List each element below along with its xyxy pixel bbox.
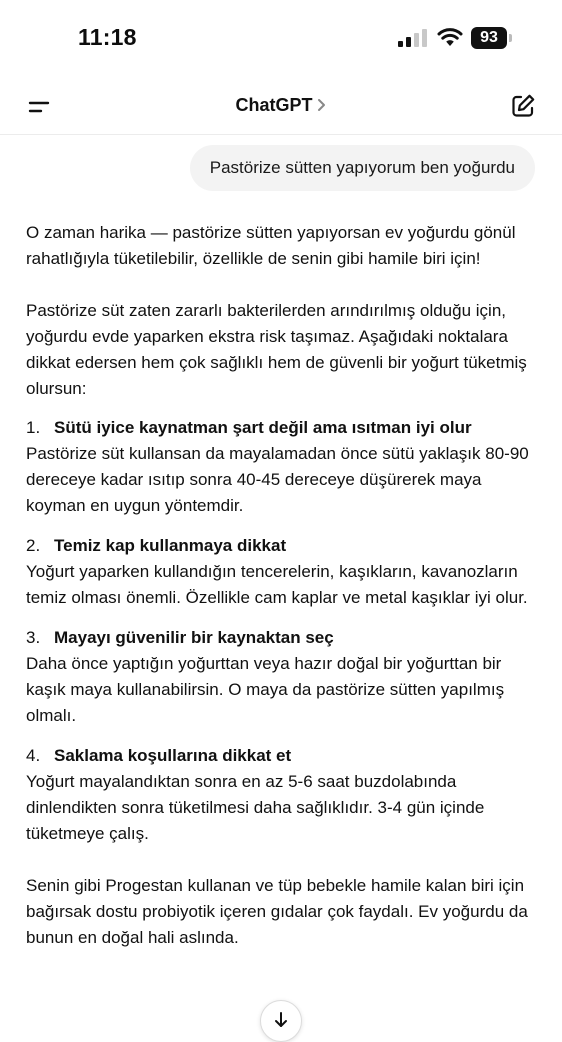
list-item [26,533,538,611]
status-bar [0,0,562,76]
model-selector[interactable] [0,95,562,116]
list-item [26,743,538,847]
list-item-number: 3. [26,628,41,647]
scroll-to-bottom-button[interactable] [260,1000,302,1042]
list-item-body: Daha önce yaptığın yoğurttan veya hazır doğal bir yoğurttan bir kaşık maya kullanabilirsin. O maya da pastörize sütten yapılmış olmalı. [26,654,505,725]
assistant-lead: Pastörize süt zaten zararlı bakterilerden arındırılmış olduğu için, yoğurdu evde yaparken ekstra risk taşımaz. Aşağıdaki noktalara dikkat edersen hem çok sağlıklı hem de güvenli bir yoğurt tüketmiş olursun: [26,301,527,398]
list-item-body: Pastörize süt kullansan da mayalamadan önce sütü yaklaşık 80-90 dereceye kadar ısıtıp sonra 40-45 dereceye düşürerek maya koyman en uygun yöntemdir. [26,444,529,515]
list-item-number: 1. [26,418,41,437]
list-item-heading [26,625,538,651]
list-item-heading [26,743,538,769]
status-time: 11:18 [78,24,137,50]
list-item-heading [26,533,538,559]
list-item-title: Saklama koşullarına dikkat et [54,746,292,765]
list-item-number: 2. [26,536,41,555]
cellular-signal-icon [398,29,428,47]
app-title: ChatGPT [235,95,313,115]
list-item [26,415,538,519]
battery-icon [471,27,515,49]
battery-level: 93 [471,27,507,49]
list-item [26,625,538,729]
list-item-title: Temiz kap kullanmaya dikkat [54,536,287,555]
list-item-body: Yoğurt mayalandıktan sonra en az 5-6 saat buzdolabında dinlendikten sonra tüketilmesi daha sağlıklıdır. 3-4 gün içinde tüketmeye çalış. [26,772,485,843]
list-item-heading [26,415,538,441]
user-message-bubble: Pastörize sütten yapıyorum ben yoğurdu [190,145,535,191]
list-item-body: Yoğurt yaparken kullandığın tencerelerin, kaşıkların, kavanozların temiz olması önemli. Özellikle cam kaplar ve metal kaşıklar iyi olur. [26,562,528,607]
assistant-closing: Senin gibi Progestan kullanan ve tüp bebekle hamile kalan biri için bağırsak dostu probiyotik içeren gıdalar çok faydalı. Ev yoğurdu da bunun en doğal hali aslında. [26,876,528,947]
wifi-icon [437,27,463,47]
list-item-number: 4. [26,746,41,765]
list-item-title: Sütü iyice kaynatman şart değil ama ısıtman iyi olur [54,418,472,437]
nav-bar [0,80,562,135]
new-chat-icon[interactable] [510,93,536,119]
list-item-title: Mayayı güvenilir bir kaynaktan seç [54,628,334,647]
battery-tip [509,34,512,42]
arrow-down-icon [273,1011,289,1029]
assistant-message [26,220,538,951]
chevron-right-icon [317,98,327,112]
assistant-intro: O zaman harika — pastörize sütten yapıyorsan ev yoğurdu gönül rahatlığıyla tüketilebilir, özellikle de senin gibi hamile biri için! [26,223,516,268]
